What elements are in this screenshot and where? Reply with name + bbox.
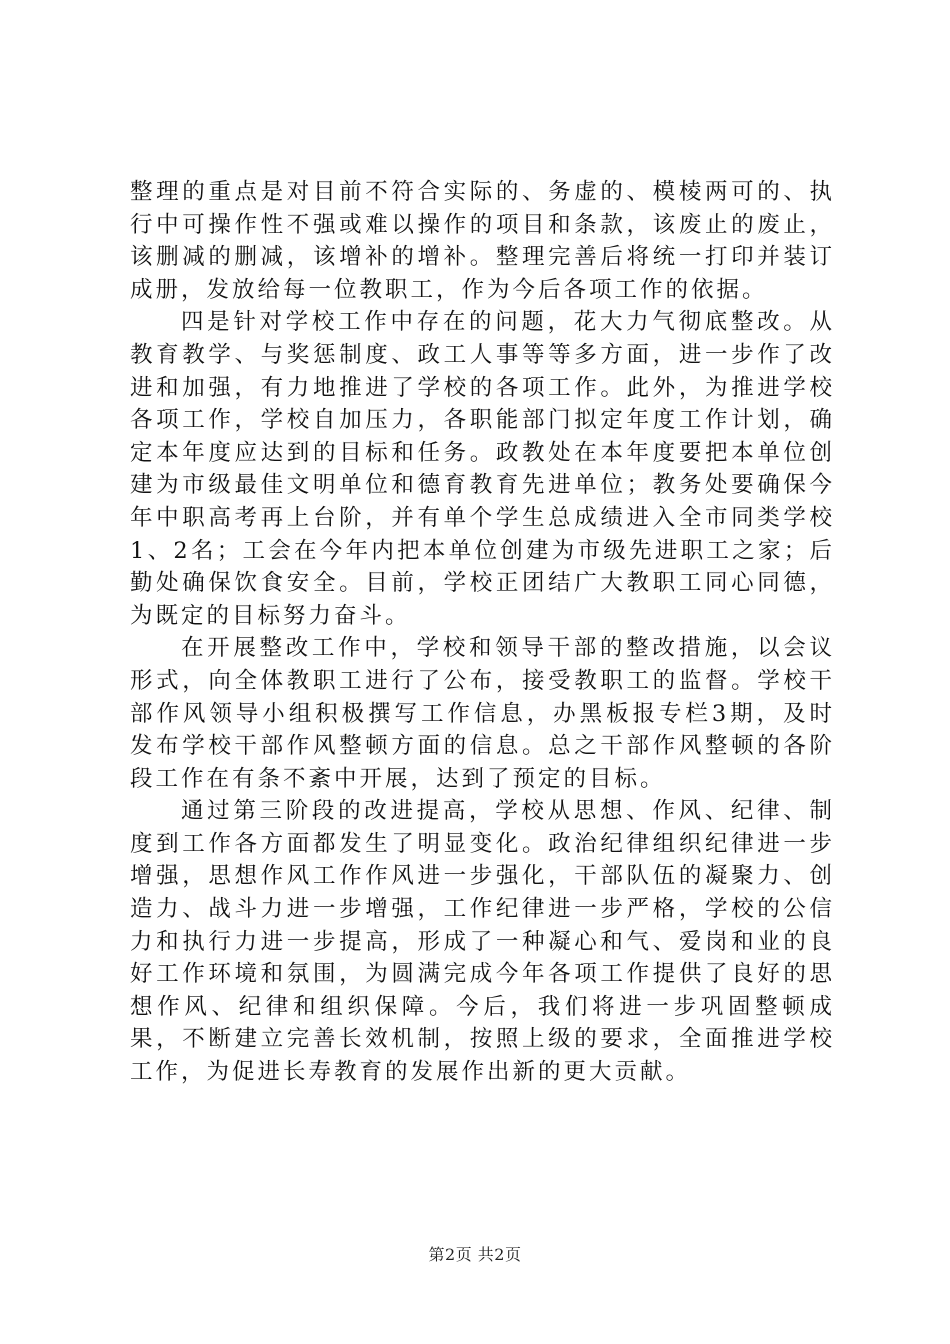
paragraph-3: 在开展整改工作中，学校和领导干部的整改措施，以会议形式，向全体教职工进行了公布，接受教职工的监督。学校干部作风领导小组积极撰写工作信息，办黑板报专栏3期，及时发布学校干部作风整顿方面的信息。总之干部作风整顿的各阶段工作在有条不紊中开展，达到了预定的目标。 xyxy=(130,635,835,792)
document-body xyxy=(130,176,835,1089)
paragraph-4: 通过第三阶段的改进提高，学校从思想、作风、纪律、制度到工作各方面都发生了明显变化。政治纪律组织纪律进一步增强，思想作风工作作风进一步强化，干部队伍的凝聚力、创造力、战斗力进一步增强，工作纪律进一步严格，学校的公信力和执行力进一步提高，形成了一种凝心和气、爱岗和业的良好工作环境和氛围，为圆满完成今年各项工作提供了良好的思想作风、纪律和组织保障。今后，我们将进一步巩固整顿成果，不断建立完善长效机制，按照上级的要求，全面推进学校工作，为促进长寿教育的发展作出新的更大贡献。 xyxy=(130,798,835,1086)
page-footer: 第2页 共2页 xyxy=(428,1245,522,1264)
paragraph-1: 整理的重点是对目前不符合实际的、务虚的、模棱两可的、执行中可操作性不强或难以操作的项目和条款，该废止的废止，该删减的删减，该增补的增补。整理完善后将统一打印并装订成册，发放给每一位教职工，作为今后各项工作的依据。 xyxy=(130,179,835,303)
paragraph-2: 四是针对学校工作中存在的问题，花大力气彻底整改。从教育教学、与奖惩制度、政工人事等等多方面，进一步作了改进和加强，有力地推进了学校的各项工作。此外，为推进学校各项工作，学校自加压力，各职能部门拟定年度工作计划，确定本年度应达到的目标和任务。政教处在本年度要把本单位创建为市级最佳文明单位和德育教育先进单位；教务处要确保今年中职高考再上台阶，并有单个学生总成绩进入全市同类学校1、2名；工会在今年内把本单位创建为市级先进职工之家；后勤处确保饮食安全。目前，学校正团结广大教职工同心同德，为既定的目标努力奋斗。 xyxy=(130,309,835,629)
